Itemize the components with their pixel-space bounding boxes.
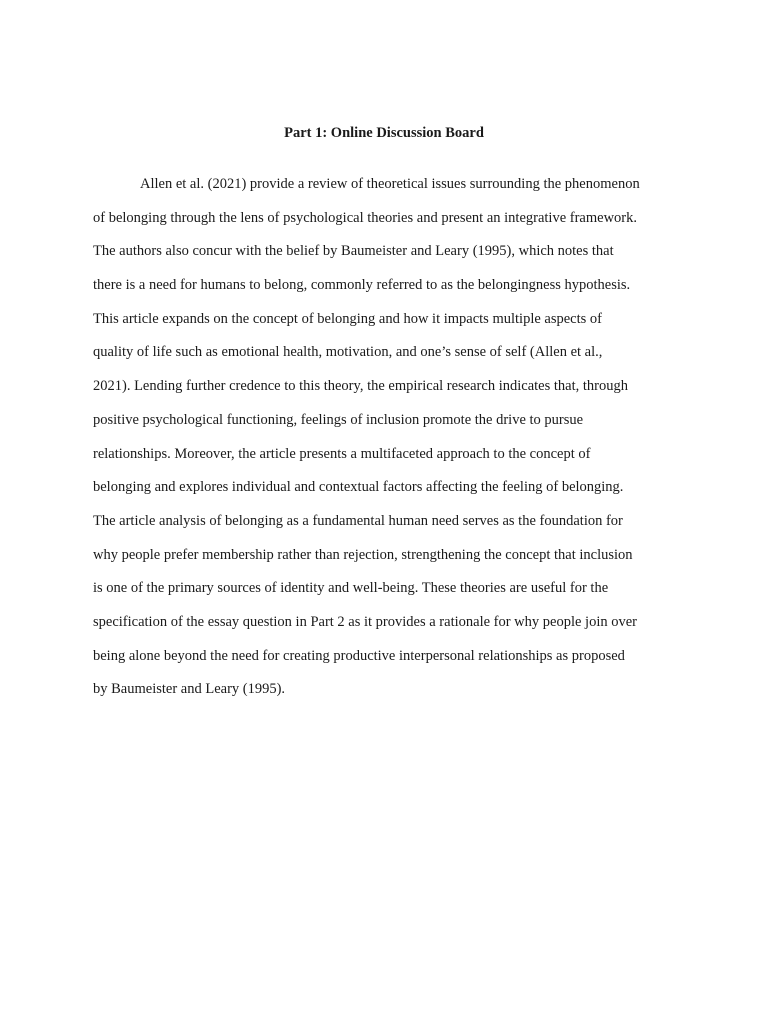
paragraph-line: quality of life such as emotional health, motivation, and one’s sense of self (Allen et al., — [93, 344, 603, 361]
paragraph-line: there is a need for humans to belong, commonly referred to as the belongingness hypothesis. — [93, 277, 631, 294]
paragraph-line: by Baumeister and Leary (1995). — [93, 681, 286, 698]
paragraph-line: This article expands on the concept of belonging and how it impacts multiple aspects of — [93, 310, 602, 327]
paragraph-line: belonging and explores individual and contextual factors affecting the feeling of belonging. — [93, 479, 624, 496]
paragraph-line: of belonging through the lens of psychological theories and present an integrative framework. — [93, 209, 637, 226]
paragraph-line: relationships. Moreover, the article presents a multifaceted approach to the concept of — [93, 445, 591, 462]
paragraph-line: is one of the primary sources of identity and well-being. These theories are useful for the — [93, 580, 609, 597]
paragraph-line: specification of the essay question in Part 2 as it provides a rationale for why people join over — [93, 613, 638, 630]
paragraph-line: The authors also concur with the belief by Baumeister and Leary (1995), which notes that — [93, 243, 614, 260]
paragraph-line: The article analysis of belonging as a fundamental human need serves as the foundation for — [93, 512, 623, 529]
body-paragraph — [93, 172, 677, 711]
paragraph-line: 2021). Lending further credence to this theory, the empirical research indicates that, through — [93, 378, 628, 395]
paragraph-line: why people prefer membership rather than rejection, strengthening the concept that inclusion — [93, 546, 633, 563]
paragraph-line: being alone beyond the need for creating productive interpersonal relationships as proposed — [93, 647, 625, 664]
paragraph-line: Allen et al. (2021) provide a review of theoretical issues surrounding the phenomenon — [140, 176, 640, 192]
paragraph-line: positive psychological functioning, feelings of inclusion promote the drive to pursue — [93, 411, 584, 428]
page-title: Part 1: Online Discussion Board — [284, 125, 484, 141]
